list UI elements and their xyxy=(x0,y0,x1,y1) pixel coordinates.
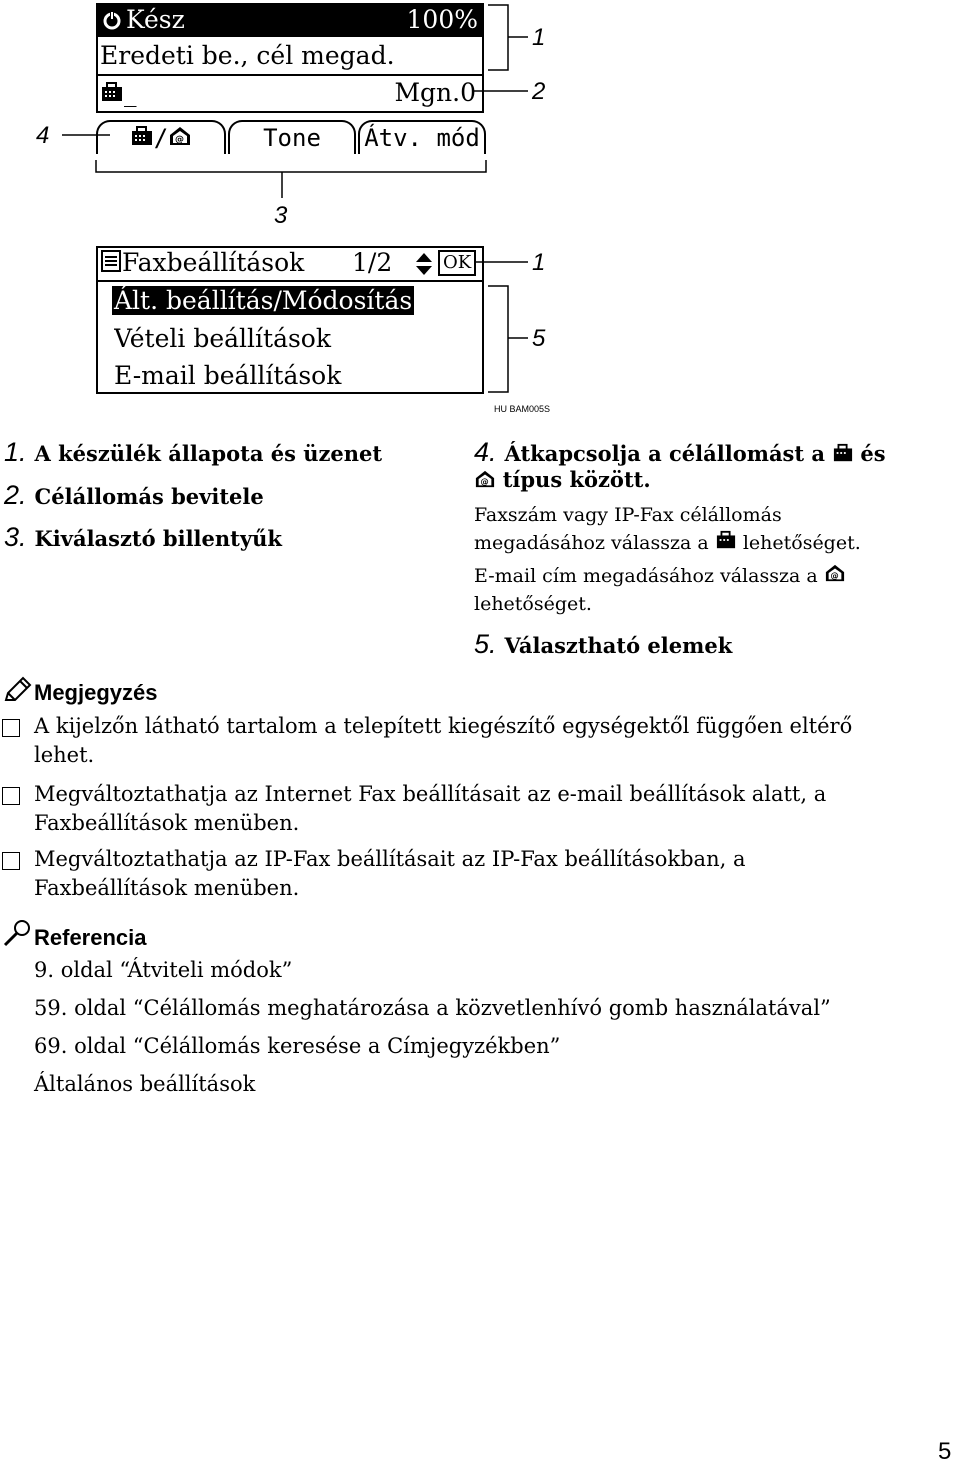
message-text: Eredeti be., cél megad. xyxy=(100,41,395,70)
legend-label: Átkapcsolja a célállomást a xyxy=(504,441,825,466)
percent-text: 100% xyxy=(406,5,478,34)
page-number: 5 xyxy=(938,1438,952,1465)
callout-1: 1 xyxy=(532,24,546,51)
email-icon xyxy=(824,563,846,592)
magnifier-icon xyxy=(2,918,34,952)
settings-item-general-label: Ált. beállítás/Módosítás xyxy=(114,286,413,315)
svg-text:@: @ xyxy=(480,475,489,486)
item4-text: lehetőséget. xyxy=(742,532,861,554)
item4-text-line2 xyxy=(474,529,861,559)
legend-item-1 xyxy=(4,438,382,468)
legend-item-4 xyxy=(474,438,886,470)
divider xyxy=(96,280,484,282)
ok-label: OK xyxy=(443,252,472,273)
legend-item-5 xyxy=(474,630,732,660)
checkbox-icon xyxy=(2,719,20,737)
settings-title: Faxbeállítások xyxy=(122,248,305,277)
legend-num: 1. xyxy=(4,437,27,467)
settings-item-reception[interactable] xyxy=(114,322,474,356)
legend-item-3 xyxy=(4,523,282,553)
legend-label: Választható elemek xyxy=(504,633,733,658)
legend-label: és xyxy=(860,441,886,466)
item4-text-line4: lehetőséget. xyxy=(474,593,592,615)
figure-id: HU BAM005S xyxy=(494,404,551,414)
status-text: Kész xyxy=(126,5,185,34)
legend-label: Célállomás bevitele xyxy=(34,484,264,509)
svg-text:@: @ xyxy=(830,569,839,580)
svg-text:@: @ xyxy=(175,135,185,145)
checkbox-icon xyxy=(2,852,20,870)
page-indicator: 1/2 xyxy=(352,248,393,277)
checkbox-icon xyxy=(2,787,20,805)
fax-icon xyxy=(715,530,737,559)
legend-num: 3. xyxy=(4,522,27,552)
settings-item-email[interactable] xyxy=(114,359,474,393)
callout-1b: 1 xyxy=(532,249,546,276)
legend-label: Kiválasztó billentyűk xyxy=(34,526,282,551)
input-cursor: _ xyxy=(124,78,137,107)
ok-button[interactable] xyxy=(438,250,476,276)
note-bullet-2: Megváltoztathatja az Internet Fax beállításait az e-mail beállítások alatt, a Faxbeállítások menüben. xyxy=(34,782,827,835)
fax-icon xyxy=(832,442,854,470)
note-bullet-1: A kijelzőn látható tartalom a telepített kiegészítő egységektől függően eltérő lehet. xyxy=(34,714,853,767)
item4-text-line3 xyxy=(474,562,846,592)
tab-tone-label: Tone xyxy=(263,124,321,152)
reference-link-1[interactable]: 9. oldal “Átviteli módok” xyxy=(34,958,293,982)
legend-item-2 xyxy=(4,481,264,511)
reference-heading: Referencia xyxy=(34,925,147,950)
callout-2: 2 xyxy=(532,78,546,105)
memory-indicator: Mgn.0 xyxy=(394,78,476,107)
tab-transmit-mode-label: Átv. mód xyxy=(364,124,480,152)
legend-item-4-cont xyxy=(474,466,651,496)
settings-item-general[interactable] xyxy=(112,284,960,318)
settings-item-email-label: E-mail beállítások xyxy=(114,361,342,390)
item4-text: megadásához válassza a xyxy=(474,532,709,554)
menu-icon xyxy=(100,248,122,282)
legend-num: 2. xyxy=(4,480,27,510)
item4-text: E-mail cím megadásához válassza a xyxy=(474,565,818,587)
settings-item-reception-label: Vételi beállítások xyxy=(114,324,332,353)
reference-link-4[interactable]: Általános beállítások xyxy=(34,1072,256,1096)
legend-num: 4. xyxy=(474,437,497,467)
callout-3: 3 xyxy=(274,202,288,229)
legend-label: A készülék állapota és üzenet xyxy=(34,441,383,466)
note-heading: Megjegyzés xyxy=(34,680,158,705)
callout-4: 4 xyxy=(36,122,50,149)
email-icon xyxy=(474,468,496,496)
item4-text-line1: Faxszám vagy IP-Fax célállomás xyxy=(474,504,782,526)
note-bullet-3: Megváltoztathatja az IP-Fax beállításait az IP-Fax beállításokban, a Faxbeállítások menüben. xyxy=(34,847,746,900)
pencil-icon xyxy=(2,676,32,708)
up-down-arrow-icon[interactable] xyxy=(414,251,434,282)
legend-num: 5. xyxy=(474,629,497,659)
legend-label: típus között. xyxy=(502,467,651,492)
callout-5: 5 xyxy=(532,325,546,352)
reference-link-2[interactable]: 59. oldal “Célállomás meghatározása a közvetlenhívó gomb használatával” xyxy=(34,996,831,1020)
tab-separator: / xyxy=(153,124,169,152)
reference-link-3[interactable]: 69. oldal “Célállomás keresése a Címjegyzékben” xyxy=(34,1034,561,1058)
settings-title-bar xyxy=(100,246,480,282)
